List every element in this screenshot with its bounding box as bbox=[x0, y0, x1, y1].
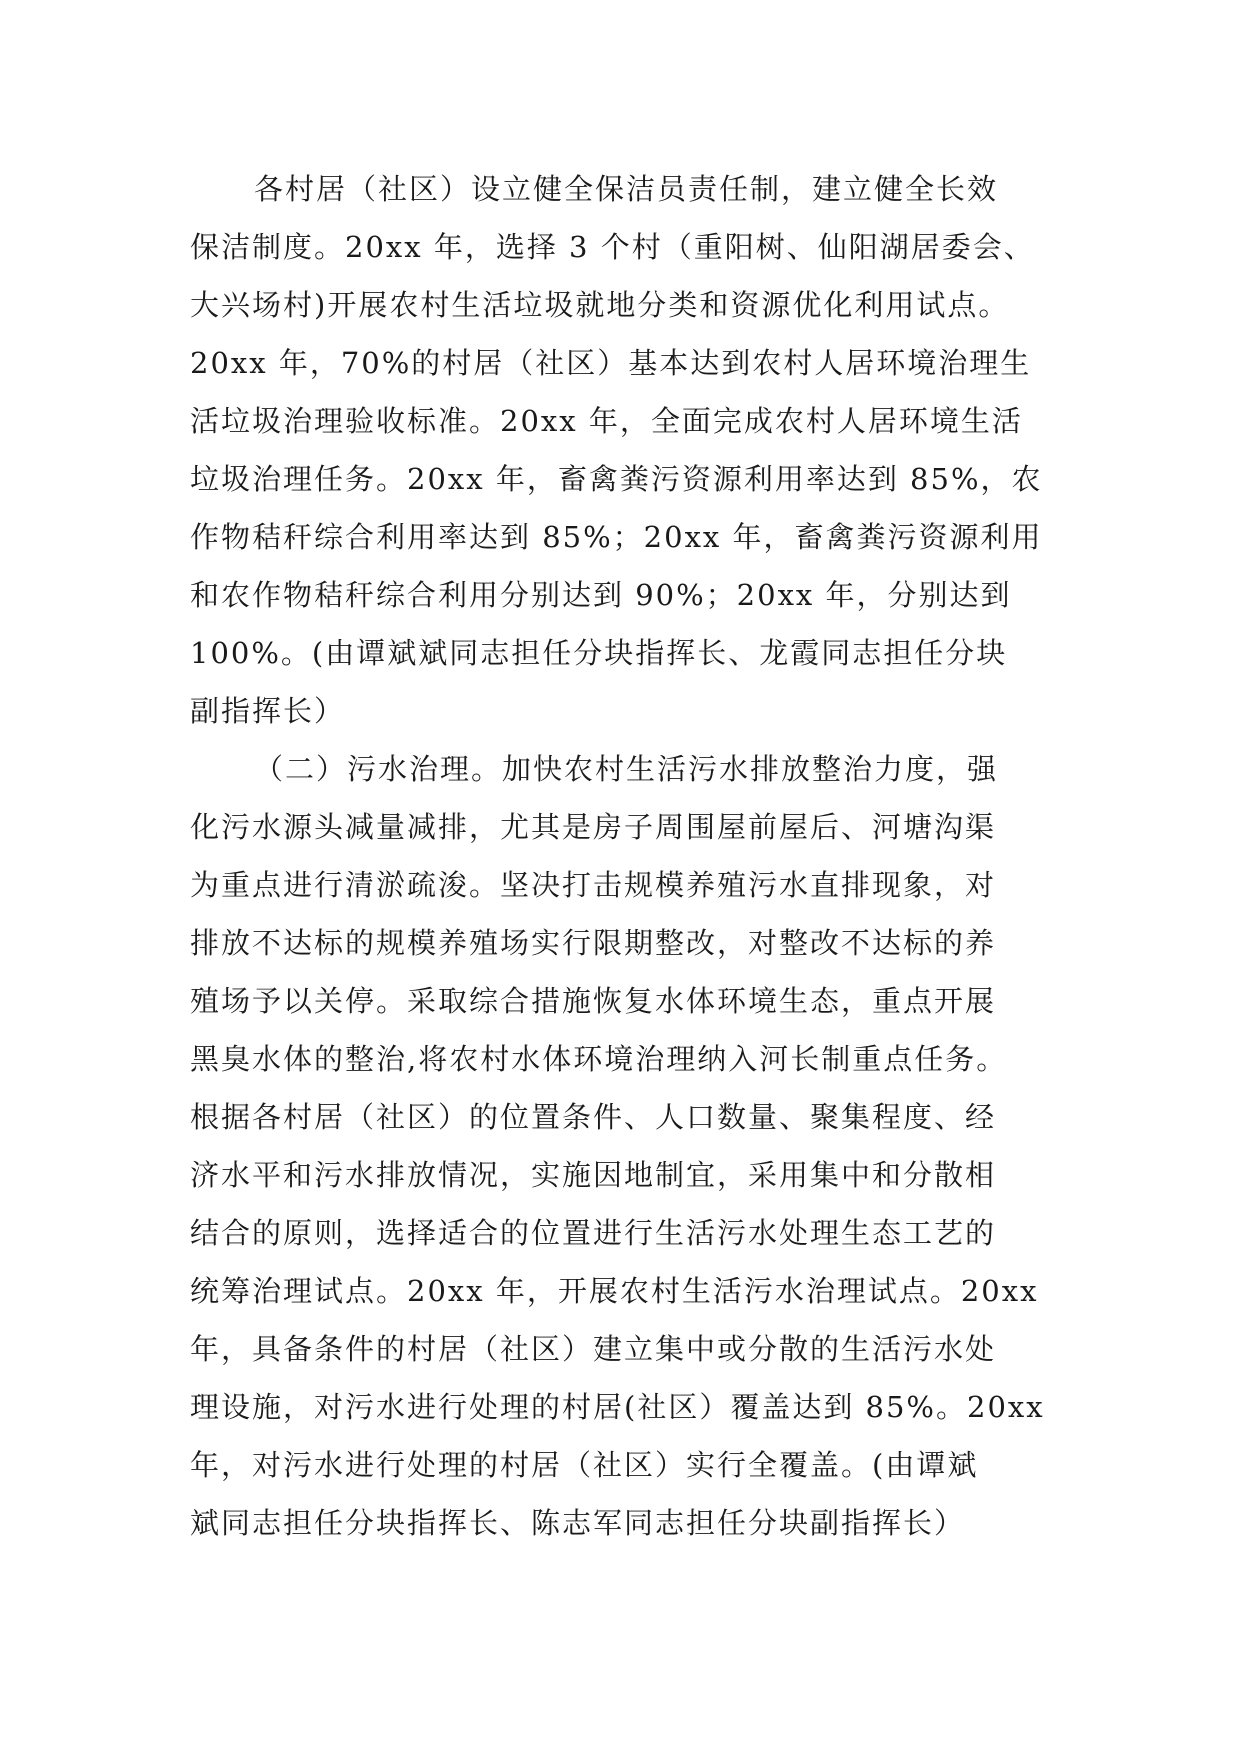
text-line: 为重点进行清淤疏浚。坚决打击规模养殖污水直排现象，对 bbox=[190, 868, 997, 902]
section-heading-line: （二）污水治理。加快农村生活污水排放整治力度，强 bbox=[254, 752, 999, 786]
text-line: 济水平和污水排放情况，实施因地制宜，采用集中和分散相 bbox=[190, 1158, 997, 1192]
text-line: 垃圾治理任务。20xx 年，畜禽粪污资源利用率达到 85%，农 bbox=[190, 462, 1043, 496]
text-line: 大兴场村)开展农村生活垃圾就地分类和资源优化利用试点。 bbox=[190, 288, 1010, 322]
text-line: 年，对污水进行处理的村居（社区）实行全覆盖。(由谭斌 bbox=[190, 1448, 979, 1482]
text-line: 黑臭水体的整治,将农村水体环境治理纳入河长制重点任务。 bbox=[190, 1042, 1008, 1076]
text-line: 保洁制度。20xx 年，选择 3 个村（重阳树、仙阳湖居委会、 bbox=[190, 230, 1035, 264]
text-line: 20xx 年，70%的村居（社区）基本达到农村人居环境治理生 bbox=[190, 346, 1032, 380]
text-line: 殖场予以关停。采取综合措施恢复水体环境生态，重点开展 bbox=[190, 984, 997, 1018]
text-line: 化污水源头减量减排，尤其是房子周围屋前屋后、河塘沟渠 bbox=[190, 810, 997, 844]
text-line: 活垃圾治理验收标准。20xx 年，全面完成农村人居环境生活 bbox=[190, 404, 1023, 438]
text-line: 各村居（社区）设立健全保洁员责任制，建立健全长效 bbox=[254, 172, 999, 206]
text-line: 统筹治理试点。20xx 年，开展农村生活污水治理试点。20xx bbox=[190, 1274, 1039, 1308]
text-line: 理设施，对污水进行处理的村居(社区）覆盖达到 85%。20xx bbox=[190, 1390, 1045, 1424]
body-text bbox=[190, 160, 1070, 1552]
text-line: 斌同志担任分块指挥长、陈志军同志担任分块副指挥长） bbox=[190, 1506, 966, 1540]
text-line: 作物秸秆综合利用率达到 85%；20xx 年，畜禽粪污资源利用 bbox=[190, 520, 1043, 554]
text-line: 和农作物秸秆综合利用分别达到 90%；20xx 年，分别达到 bbox=[190, 578, 1012, 612]
text-line: 结合的原则，选择适合的位置进行生活污水处理生态工艺的 bbox=[190, 1216, 997, 1250]
text-line: 副指挥长） bbox=[190, 694, 346, 728]
text-line: 根据各村居（社区）的位置条件、人口数量、聚集程度、经 bbox=[190, 1100, 997, 1134]
text-line: 100%。(由谭斌斌同志担任分块指挥长、龙霞同志担任分块 bbox=[190, 636, 1008, 670]
text-line: 排放不达标的规模养殖场实行限期整改，对整改不达标的养 bbox=[190, 926, 997, 960]
text-line: 年，具备条件的村居（社区）建立集中或分散的生活污水处 bbox=[190, 1332, 997, 1366]
